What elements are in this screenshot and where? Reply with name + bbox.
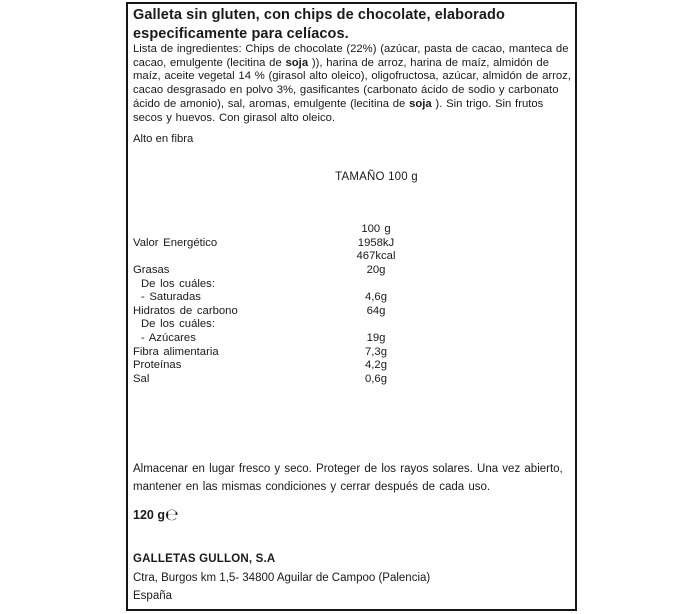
- nutrient-value: 1958kJ: [357, 236, 395, 249]
- table-row: [133, 291, 570, 305]
- nutrient-label: - Azúcares: [141, 332, 196, 345]
- nutrient-label: [133, 223, 326, 237]
- table-row: [133, 332, 570, 346]
- nutrient-value: 4,2g: [365, 359, 387, 372]
- nutrient-label: De los cuáles:: [141, 318, 215, 331]
- manufacturer-name: GALLETAS GULLON, S.A: [133, 553, 276, 565]
- nutrient-value: 64g: [366, 304, 386, 317]
- nutrient-label: Grasas: [133, 263, 170, 276]
- table-row: [133, 223, 570, 237]
- nutrient-value: 0,6g: [365, 373, 387, 386]
- nutrient-label: [133, 250, 326, 264]
- product-title: Galleta sin gluten, con chips de chocolate, elaborado especificamente para celíacos.: [133, 7, 505, 42]
- product-label-sheet: [126, 2, 577, 611]
- nutrition-table: [133, 223, 570, 387]
- net-weight: [133, 507, 179, 523]
- nutrient-value: 20g: [366, 263, 386, 276]
- nutrient-value: [326, 278, 426, 292]
- table-row: [133, 237, 570, 251]
- table-row: [133, 305, 570, 319]
- nutrient-label: Sal: [133, 373, 150, 386]
- nutrient-label: De los cuáles:: [141, 277, 215, 290]
- nutrient-label: - Saturadas: [141, 291, 201, 304]
- nutrient-value: [326, 318, 426, 332]
- table-row: [133, 250, 570, 264]
- allergen-soja: soja: [409, 97, 432, 110]
- manufacturer-block: [133, 550, 573, 606]
- table-row: [133, 373, 570, 387]
- storage-instructions: Almacenar en lugar fresco y seco. Proteger de los rayos solares. Una vez abierto, mantener en las mismas condiciones y cerrar después de cada uso.: [133, 463, 563, 493]
- nutrient-value: 7,3g: [365, 345, 387, 358]
- nutrient-value: 467kcal: [356, 250, 396, 263]
- table-row: [133, 318, 570, 332]
- nutrient-label: Proteínas: [133, 359, 182, 372]
- net-weight-value: 120 g: [133, 508, 165, 522]
- table-row: [133, 359, 570, 373]
- ingredients-segment: ). Sin trigo. Sin frutos secos y huevos. Con girasol alto oleico.: [133, 97, 544, 124]
- serving-size-header: TAMAÑO 100 g: [335, 171, 418, 183]
- nutrient-value: 4,6g: [365, 291, 387, 304]
- table-row: [133, 278, 570, 292]
- nutrient-label: Valor Energético: [133, 236, 218, 249]
- ingredients-text: [133, 43, 574, 125]
- fiber-claim: Alto en fibra: [133, 133, 194, 145]
- nutrient-value: 100 g: [361, 223, 391, 235]
- ingredients-segment: Lista de ingredientes: Chips de chocolate (22%) (azúcar, pasta de cacao, manteca de cacao, emulgente (lecitina de: [133, 43, 569, 69]
- table-row: [133, 346, 570, 360]
- allergen-soja: soja: [285, 56, 309, 69]
- nutrient-value: 19g: [366, 332, 386, 345]
- nutrient-label: Hidratos de carbono: [133, 304, 238, 317]
- estimated-sign-icon: ℮: [164, 505, 179, 524]
- table-row: [133, 264, 570, 278]
- manufacturer-country: España: [133, 590, 173, 602]
- nutrient-label: Fibra alimentaria: [133, 345, 219, 358]
- ingredients-segment: )), harina de arroz, harina de maíz, almidón de maíz, aceite vegetal 14 % (girasol alto oleico), oligofructosa, azúcar, almidón de arroz, cacao desgrasado en polvo 3%, gasificantes (carbonato ácido de sodio y carbonato ácido de amonio), sal, aromas, emulgente (lecitina de: [133, 56, 571, 110]
- manufacturer-address: Ctra, Burgos km 1,5- 34800 Aguilar de Campoo (Palencia): [133, 571, 431, 584]
